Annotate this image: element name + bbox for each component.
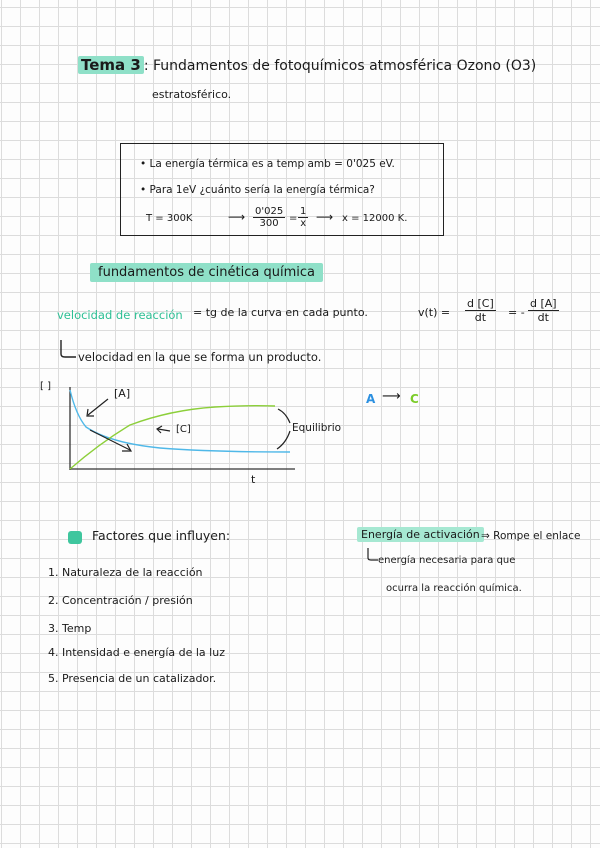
arrow-c-pointer <box>158 429 170 431</box>
velocity-fraction-c <box>465 297 496 324</box>
activation-line2: energía necesaria para que <box>378 555 516 566</box>
activation-arrow-text: ⇒ Rompe el enlace <box>481 530 581 542</box>
box-line1: • La energía térmica es a temp amb = 0'025 eV. <box>140 158 395 170</box>
graph-label-c: [C] <box>176 424 191 435</box>
topic-number: Tema 3 <box>78 56 144 74</box>
activation-label-text: Energía de activación <box>357 527 484 542</box>
graph-y-label: [ ] <box>40 381 51 392</box>
velocity-fraction-c-num: d [C] <box>467 297 494 310</box>
fraction-2-den: x <box>300 218 307 229</box>
velocity-formula-prefix: v(t) = <box>418 306 451 319</box>
fraction-1-num: 0'025 <box>255 206 284 217</box>
equals-sign: = <box>289 213 298 224</box>
graph-x-label: t <box>251 473 256 486</box>
fraction-1-den: 300 <box>259 218 279 229</box>
factor-item-3: 3. Temp <box>48 622 92 635</box>
arrow-2: ⟶ <box>316 210 334 224</box>
reaction-a: A <box>366 392 376 406</box>
velocity-definition: = tg de la curva en cada punto. <box>193 306 368 319</box>
activation-line3: ocurra la reacción química. <box>386 583 522 594</box>
velocity-fraction-a-num: d [A] <box>530 297 557 310</box>
reaction-c: C <box>410 392 419 406</box>
graph-label-a: [A] <box>114 387 131 400</box>
arrow-eq-top <box>278 409 290 423</box>
factor-item-2: 2. Concentración / presión <box>48 594 193 607</box>
fraction-1 <box>253 206 285 229</box>
arrow-eq-bottom <box>277 431 290 449</box>
velocity-label: velocidad de reacción <box>57 308 183 322</box>
hook-arrow-icon <box>58 338 78 360</box>
factors-title: Factores que influyen: <box>92 528 231 543</box>
velocity-fraction-c-den: dt <box>474 311 487 324</box>
activation-label <box>357 528 484 542</box>
velocity-fraction-a-den: dt <box>537 311 549 324</box>
page-title <box>78 58 536 73</box>
graph-label-equilibrium: Equilibrio <box>292 422 342 434</box>
fraction-2 <box>298 206 308 229</box>
temperature-value: T = 300K <box>146 213 193 224</box>
factor-item-1: 1. Naturaleza de la reacción <box>48 566 203 579</box>
velocity-fraction-a <box>528 297 559 324</box>
reaction-arrow: ⟶ <box>382 389 401 404</box>
arrow-a-pointer <box>88 399 108 415</box>
factor-item-4: 4. Intensidad e energía de la luz <box>48 646 225 659</box>
box-line2: • Para 1eV ¿cuánto sería la energía térmica? <box>140 184 375 196</box>
box-result: x = 12000 K. <box>342 213 408 224</box>
fraction-2-num: 1 <box>300 206 307 217</box>
arrow-lower <box>90 430 130 450</box>
title-line2: estratosférico. <box>152 88 232 101</box>
velocity-note: velocidad en la que se forma un producto. <box>78 350 322 364</box>
section-title-text: fundamentos de cinética química <box>90 263 323 282</box>
title-text: : Fundamentos de fotoquímicos atmosférica Ozono (O3) <box>143 58 537 74</box>
velocity-middle: = - <box>508 306 525 319</box>
factor-item-5: 5. Presencia de un catalizador. <box>48 672 217 685</box>
arrow-1: ⟶ <box>228 210 246 224</box>
curve-c <box>70 406 275 469</box>
section-title <box>90 266 323 280</box>
factors-bullet-icon <box>68 531 82 544</box>
